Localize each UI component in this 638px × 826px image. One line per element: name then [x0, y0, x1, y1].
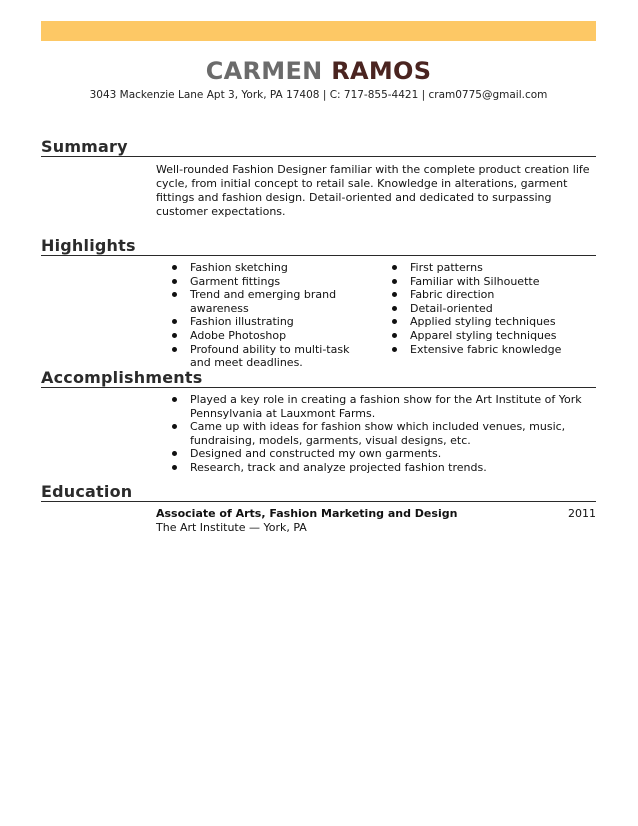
bullet-icon — [392, 347, 397, 352]
list-item — [172, 261, 372, 275]
contact-line: 3043 Mackenzie Lane Apt 3, York, PA 17408 | C: 717-855-4421 | cram0775@gmail.com — [89, 89, 548, 101]
list-item-text: Came up with ideas for fashion show which included venues, music, fundraising, models, garments, visual designs, etc. — [190, 420, 566, 447]
list-item — [392, 275, 592, 289]
list-item — [172, 420, 596, 447]
bullet-icon — [172, 397, 177, 402]
first-name: CARMEN — [205, 57, 323, 85]
bullet-icon — [172, 319, 177, 324]
list-item-text: Apparel styling techniques — [410, 328, 557, 342]
list-item-text: First patterns — [410, 261, 483, 274]
bullet-icon — [172, 451, 177, 456]
bullet-icon — [172, 279, 177, 284]
resume-header — [41, 56, 596, 101]
bullet-icon — [172, 465, 177, 470]
list-item — [392, 315, 592, 329]
list-item-text: Trend and emerging brand awareness — [190, 288, 337, 315]
education-school: The Art Institute — York, PA — [156, 521, 307, 534]
list-item-text: Garment fittings — [190, 274, 281, 288]
bullet-icon — [172, 265, 177, 270]
summary-heading: Summary — [41, 137, 128, 156]
education-degree: Associate of Arts, Fashion Marketing and Design — [156, 507, 458, 520]
bullet-icon — [392, 292, 397, 297]
list-item-text: Applied styling techniques — [410, 315, 556, 329]
list-item — [172, 288, 372, 315]
education-year: 2011 — [568, 507, 596, 520]
candidate-name — [41, 56, 596, 86]
bullet-icon — [392, 279, 397, 284]
list-item-text: Fabric direction — [410, 288, 495, 302]
list-item — [172, 329, 372, 343]
bullet-icon — [392, 265, 397, 270]
highlights-heading: Highlights — [41, 236, 136, 255]
list-item-text: Designed and constructed my own garments. — [190, 447, 442, 461]
list-item-text: Fashion sketching — [190, 261, 288, 274]
list-item — [172, 315, 372, 329]
list-item-text: Profound ability to multi-task and meet deadlines. — [190, 342, 350, 370]
list-item — [392, 302, 592, 316]
bullet-icon — [172, 333, 177, 338]
accomplishments-list — [172, 393, 596, 475]
accomplishments-heading: Accomplishments — [41, 368, 203, 387]
list-item-text: Extensive fabric knowledge — [410, 342, 562, 356]
bullet-icon — [172, 424, 177, 429]
bullet-icon — [392, 333, 397, 338]
list-item — [392, 261, 592, 275]
highlights-right-list — [392, 261, 592, 356]
summary-divider — [41, 156, 596, 157]
list-item-text: Adobe Photoshop — [190, 328, 287, 342]
education-heading: Education — [41, 482, 133, 501]
list-item — [392, 329, 592, 343]
bullet-icon — [392, 319, 397, 324]
list-item — [172, 393, 596, 420]
bullet-icon — [172, 292, 177, 297]
last-name: RAMOS — [331, 57, 432, 85]
list-item — [172, 461, 596, 475]
bullet-icon — [392, 306, 397, 311]
bullet-icon — [172, 347, 177, 352]
highlights-left-list — [172, 261, 372, 370]
list-item-text: Detail-oriented — [410, 301, 493, 315]
list-item — [172, 343, 372, 370]
list-item — [172, 275, 372, 289]
highlights-divider — [41, 255, 596, 256]
list-item-text: Played a key role in creating a fashion show for the Art Institute of York Pennsylvania at Lauxmont Farms. — [190, 393, 582, 420]
list-item-text: Fashion illustrating — [190, 315, 294, 329]
summary-text: Well-rounded Fashion Designer familiar with the complete product creation life cycle, from initial concept to retail sale. Knowledge in alterations, garment fittings and fashion design. Detail-oriented and dedicated to surpassing customer expectations. — [156, 163, 590, 218]
education-divider — [41, 501, 596, 502]
list-item — [392, 343, 592, 357]
list-item-text: Familiar with Silhouette — [410, 274, 540, 288]
list-item-text: Research, track and analyze projected fashion trends. — [190, 460, 487, 474]
accomplishments-divider — [41, 387, 596, 388]
list-item — [392, 288, 592, 302]
list-item — [172, 447, 596, 461]
accent-bar — [41, 21, 596, 41]
